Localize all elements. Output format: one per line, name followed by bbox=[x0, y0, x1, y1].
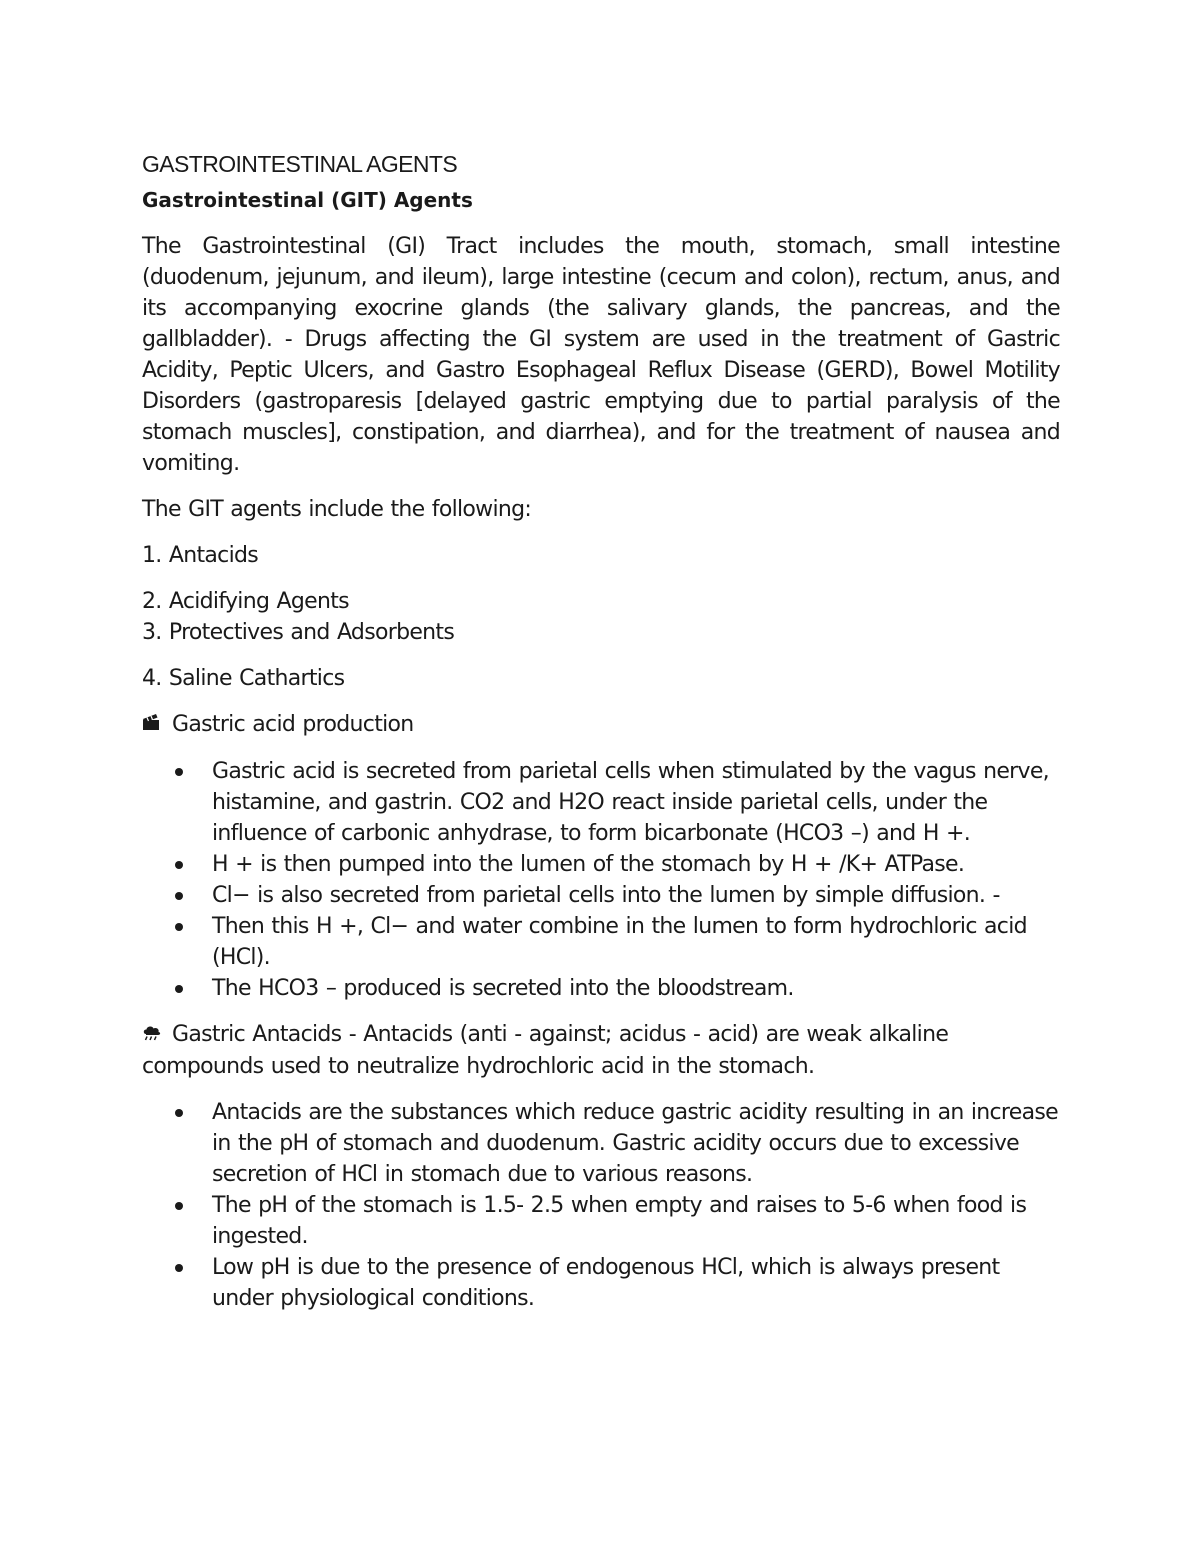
list-item: The HCO3 – produced is secreted into the bloodstream. bbox=[142, 973, 1060, 1004]
bullet-icon bbox=[175, 923, 183, 931]
numbered-item: 2. Acidifying Agents bbox=[142, 589, 349, 614]
intro-paragraph: The Gastrointestinal (GI) Tract includes the mouth, stomach, small intestine (duodenum, jejunum, and ileum), large intestine (cecum and colon), rectum, anus, and its accompanying exocrine glands (the salivary glands, the pancreas, and the gallbladder). - Drugs affecting the GI system are used in the treatment of Gastric Acidity, Peptic Ulcers, and Gastro Esophageal Reflux Disease (GERD), Bowel Motility Disorders (gastroparesis [delayed gastric emptying due to partial paralysis of the stomach muscles], constipation, and diarrhea), and for the treatment of nausea and vomiting. bbox=[142, 234, 1060, 476]
numbered-item: 3. Protectives and Adsorbents bbox=[142, 620, 455, 645]
section-gastric-antacids bbox=[142, 1019, 1060, 1082]
list-item: Cl− is also secreted from parietal cells into the lumen by simple diffusion. - bbox=[142, 880, 1060, 911]
bullet-icon bbox=[175, 1109, 183, 1117]
section-paragraph: Gastric Antacids - Antacids (anti - against; acidus - acid) are weak alkaline compounds used to neutralize hydrochloric acid in the stomach. bbox=[142, 1022, 949, 1079]
numbered-item: 4. Saline Cathartics bbox=[142, 666, 345, 691]
document-page bbox=[142, 148, 1060, 1314]
list-item: The pH of the stomach is 1.5- 2.5 when empty and raises to 5-6 when food is ingested. bbox=[142, 1190, 1060, 1252]
list-item: Gastric acid is secreted from parietal cells when stimulated by the vagus nerve, histamine, and gastrin. CO2 and H2O react inside parietal cells, under the influence of carbonic anhydrase, to form bicarbonate (HCO3 –) and H +. bbox=[142, 756, 1060, 849]
bullet-icon bbox=[175, 1264, 183, 1272]
numbered-item: 1. Antacids bbox=[142, 543, 259, 568]
bullet-icon bbox=[175, 892, 183, 900]
section-title: Gastric acid production bbox=[172, 712, 414, 737]
bullet-icon bbox=[175, 768, 183, 776]
list-item: Low pH is due to the presence of endogenous HCl, which is always present under physiological conditions. bbox=[142, 1252, 1060, 1314]
bullet-icon bbox=[175, 1202, 183, 1210]
list-item: Antacids are the substances which reduce gastric acidity resulting in an increase in the pH of stomach and duodenum. Gastric acidity occurs due to excessive secretion of HCl in stomach due to various reasons. bbox=[142, 1097, 1060, 1190]
antacids-bullets bbox=[142, 1097, 1060, 1314]
bullet-icon bbox=[175, 985, 183, 993]
rain-cloud-icon bbox=[142, 1020, 172, 1051]
section-heading: Gastrointestinal (GIT) Agents bbox=[142, 188, 473, 212]
list-item: H + is then pumped into the lumen of the stomach by H + /K+ ATPase. bbox=[142, 849, 1060, 880]
document-title: GASTROINTESTINAL AGENTS bbox=[142, 151, 458, 177]
section-gastric-acid-production bbox=[142, 709, 1060, 741]
list-intro: The GIT agents include the following: bbox=[142, 497, 532, 522]
clapperboard-icon bbox=[142, 710, 172, 741]
bullet-icon bbox=[175, 861, 183, 869]
gastric-acid-bullets bbox=[142, 756, 1060, 1004]
list-item: Then this H +, Cl− and water combine in the lumen to form hydrochloric acid (HCl). bbox=[142, 911, 1060, 973]
